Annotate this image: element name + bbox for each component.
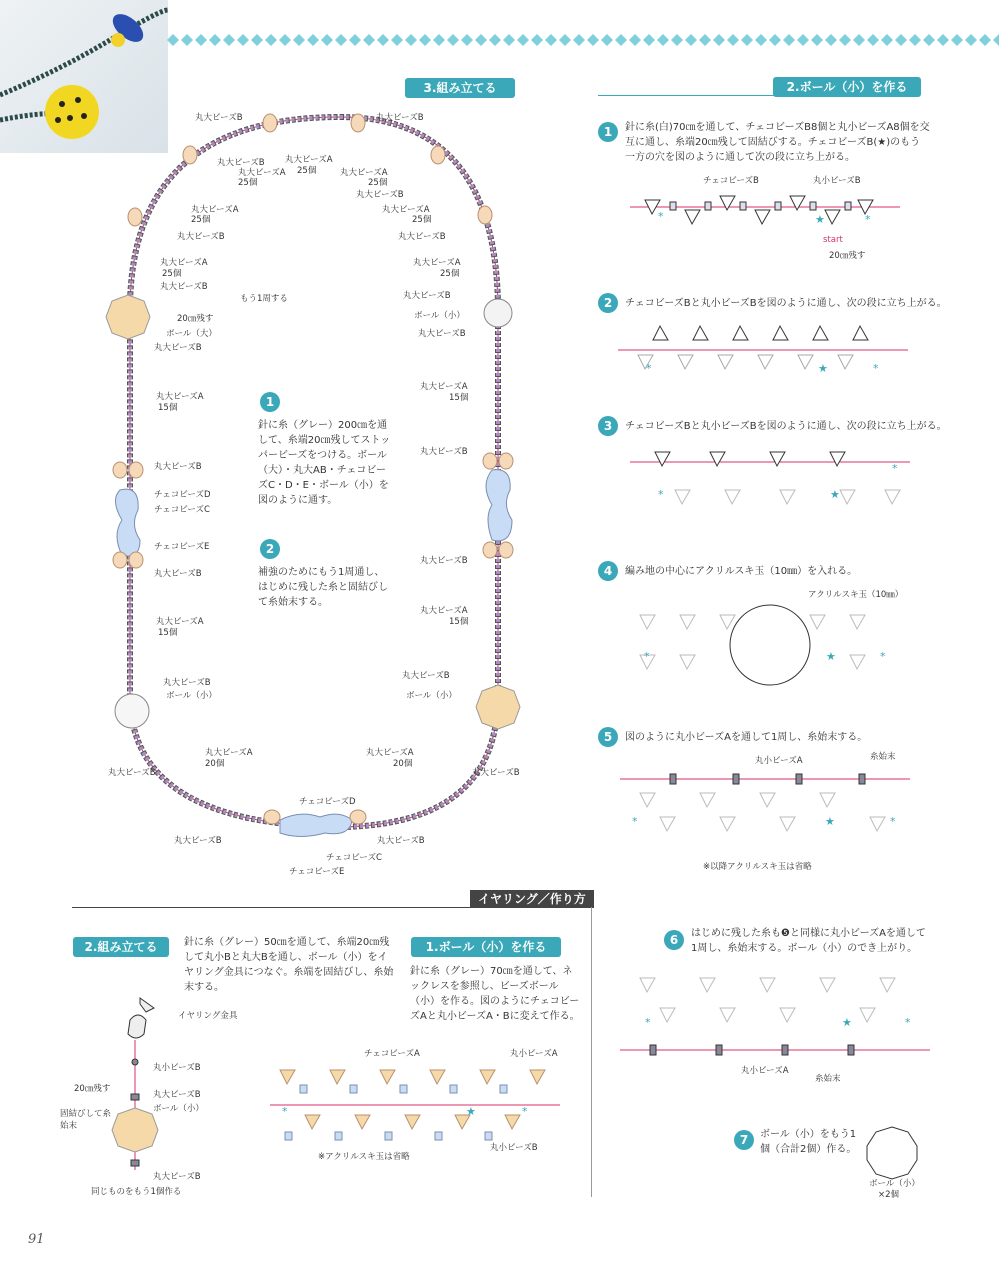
diamond-decoration: [209, 34, 221, 46]
ball-diagram-1: [630, 180, 900, 260]
diamond-decoration: [853, 34, 865, 46]
label-itoshimatsu: 糸始末: [870, 752, 896, 762]
diamond-decoration: [769, 34, 781, 46]
label-times2: ×2個: [878, 1190, 900, 1200]
ball-step-5-text: 図のように丸小ビーズAを通して1周し、糸始末する。: [625, 732, 868, 743]
earring-fitting: [128, 998, 154, 1038]
diamond-decoration: [965, 34, 977, 46]
earring-ball-text: 針に糸（グレー）70㎝を通して、ネックレスを参照し、ビーズボール（小）を作る。図のようにチェコビーズAと丸小ビーズA・Bに変えて作る。: [410, 966, 580, 1022]
ball-small-left: [115, 694, 149, 728]
label-marudai-b: 丸大ビーズB: [154, 569, 202, 579]
label-marudai-b: 丸大ビーズB: [153, 1172, 201, 1182]
label-czech-e: チェコビーズE: [154, 542, 210, 552]
label-marudai-b: 丸大ビーズB: [403, 291, 451, 301]
earring-ball-diagram: [270, 1060, 560, 1145]
label-marudai-b: 丸大ビーズB: [217, 158, 265, 168]
label-czech-d: チェコビーズD: [154, 490, 211, 500]
diamond-decoration: [503, 34, 515, 46]
label-once-more: もう1周する: [240, 294, 288, 304]
ball-diagram-4: [630, 600, 910, 690]
diamond-decoration: [951, 34, 963, 46]
czech-c-bottom: [280, 814, 352, 836]
label-count: 20個: [205, 759, 225, 769]
diamond-decoration: [405, 34, 417, 46]
label-ball-small: ボール（小）: [414, 311, 465, 321]
diamond-decoration: [419, 34, 431, 46]
svg-text:★: ★: [825, 815, 835, 828]
ball-step-2-badge: 2: [598, 293, 618, 313]
diamond-decoration: [615, 34, 627, 46]
diamond-decoration: [181, 34, 193, 46]
label-marudai-b: 丸大ビーズB: [398, 232, 446, 242]
svg-text:★: ★: [466, 1105, 476, 1118]
diamond-decoration: [797, 34, 809, 46]
ball-step-7-badge: 7: [734, 1130, 754, 1150]
diamond-decoration: [713, 34, 725, 46]
diamond-decoration: [923, 34, 935, 46]
ball-diagram-2: [618, 320, 908, 390]
label-ball-small: ボール（小）: [166, 691, 217, 701]
diamond-decoration: [321, 34, 333, 46]
assemble-header: 3.組み立てる: [405, 78, 515, 98]
ball-step-3-text: チェコビーズBと丸小ビーズBを図のように通し、次の段に立ち上がる。: [625, 421, 947, 432]
label-marudai-b: 丸大ビーズB: [376, 113, 424, 123]
label-marudai-a: 丸大ビーズA: [160, 258, 208, 268]
diamond-decoration: [839, 34, 851, 46]
ball-diagram-5: [620, 765, 910, 845]
page-number: 91: [28, 1232, 45, 1247]
label-czech-a: チェコビーズA: [364, 1049, 420, 1059]
svg-text:*: *: [522, 1105, 528, 1118]
ball-step-7-text: ボール（小）をもう1個（合計2個）作る。: [760, 1129, 857, 1155]
diamond-decoration: [433, 34, 445, 46]
diamond-decoration: [601, 34, 613, 46]
label-marudai-b: 丸大ビーズB: [402, 671, 450, 681]
earring-section-header: イヤリング／作り方: [470, 890, 594, 908]
svg-text:*: *: [632, 815, 638, 828]
label-maru-b: 丸小ビーズB: [490, 1143, 538, 1153]
diamond-decoration: [447, 34, 459, 46]
diamond-decoration: [167, 34, 179, 46]
label-marudai-b: 丸大ビーズB: [153, 1090, 201, 1100]
label-count: 15個: [449, 617, 469, 627]
svg-text:*: *: [890, 815, 896, 828]
svg-text:*: *: [645, 1016, 651, 1029]
label-marudai-a: 丸大ビーズA: [205, 748, 253, 758]
label-marudai-a: 丸大ビーズA: [382, 205, 430, 215]
label-marudai-a: 丸大ビーズA: [413, 258, 461, 268]
label-repeat: 同じものをもう1個作る: [91, 1187, 182, 1197]
label-marudai-b: 丸大ビーズB: [154, 343, 202, 353]
ball-step-4-badge: 4: [598, 561, 618, 581]
label-count: 25個: [412, 215, 432, 225]
label-czech-c: チェコビーズC: [326, 853, 382, 863]
label-start: start: [823, 235, 843, 245]
diamond-decoration: [349, 34, 361, 46]
diamond-decoration: [377, 34, 389, 46]
ball-small: [484, 299, 512, 327]
ball-large: [106, 295, 150, 339]
diamond-decoration: [475, 34, 487, 46]
ball-step-1-text: 針に糸(白)70㎝を通して、チェコビーズB8個と丸小ビーズA8個を交互に通し、糸端20㎝残して固結びする。チェコビーズB(★)のもう一方の穴を図のように通して次の段に立ち上がる。: [625, 122, 930, 163]
svg-text:*: *: [646, 362, 652, 375]
diamond-border-decoration: [165, 34, 999, 46]
label-czech-e: チェコビーズE: [289, 867, 345, 877]
step-2-badge: 2: [260, 539, 280, 559]
diamond-decoration: [573, 34, 585, 46]
label-maru-b: 丸小ビーズB: [813, 176, 861, 186]
ball-step-2-text: チェコビーズBと丸小ビーズBを図のように通し、次の段に立ち上がる。: [625, 298, 947, 309]
diamond-decoration: [909, 34, 921, 46]
svg-text:★: ★: [818, 362, 828, 375]
diamond-decoration: [979, 34, 991, 46]
diamond-decoration: [335, 34, 347, 46]
earring-assemble-header: 2.組み立てる: [73, 937, 169, 957]
ball-step-5-badge: 5: [598, 727, 618, 747]
ball-step-4-text: 編み地の中心にアクリルスキ玉（10㎜）を入れる。: [625, 566, 858, 577]
diamond-decoration: [307, 34, 319, 46]
label-ball-large: ボール（大）: [166, 329, 217, 339]
step-1-badge: 1: [260, 392, 280, 412]
label-count: 25個: [191, 215, 211, 225]
label-marudai-b: 丸大ビーズB: [472, 768, 520, 778]
label-count: 15個: [158, 628, 178, 638]
ball-step-6-text: はじめに残した糸も❺と同様に丸小ビーズAを通して1周し、糸始末する。ボール（小）のでき上がり。: [691, 928, 926, 954]
assemble-step-2-text: 補強のためにもう1周通し、はじめに残した糸と固結びして糸始末する。: [258, 567, 388, 608]
diamond-decoration: [783, 34, 795, 46]
diamond-decoration: [251, 34, 263, 46]
label-count: 25個: [162, 269, 182, 279]
label-marudai-a: 丸大ビーズA: [285, 155, 333, 165]
omit-note: ※アクリルスキ玉は省略: [318, 1152, 410, 1162]
label-remain: 20㎝残す: [177, 314, 214, 324]
label-fitting: イヤリング金具: [178, 1011, 238, 1021]
label-marudai-b: 丸大ビーズB: [195, 113, 243, 123]
label-marudai-a: 丸大ビーズA: [340, 168, 388, 178]
label-marudai-b: 丸大ビーズB: [420, 447, 468, 457]
diamond-decoration: [685, 34, 697, 46]
label-count: 15個: [158, 403, 178, 413]
diamond-decoration: [517, 34, 529, 46]
label-ball-small: ボール（小）: [406, 691, 457, 701]
diamond-decoration: [461, 34, 473, 46]
label-marudai-a: 丸大ビーズA: [366, 748, 414, 758]
label-marudai-b: 丸大ビーズB: [356, 190, 404, 200]
label-count: 25個: [238, 178, 258, 188]
label-count: 15個: [449, 393, 469, 403]
label-ball-small: ボール（小）: [153, 1104, 204, 1114]
label-marudai-b: 丸大ビーズB: [163, 678, 211, 688]
diamond-decoration: [531, 34, 543, 46]
earring-side-rule: [591, 907, 592, 1197]
svg-text:*: *: [658, 488, 664, 501]
label-maru-a: 丸小ビーズA: [755, 756, 803, 766]
diamond-decoration: [895, 34, 907, 46]
czech-c-right: [486, 470, 512, 541]
svg-text:*: *: [873, 362, 879, 375]
label-marudai-b: 丸大ビーズB: [108, 768, 156, 778]
label-count: 20個: [393, 759, 413, 769]
label-remain: 20㎝残す: [74, 1084, 111, 1094]
diamond-decoration: [825, 34, 837, 46]
diamond-decoration: [293, 34, 305, 46]
label-czech-d: チェコビーズD: [299, 797, 356, 807]
diamond-decoration: [279, 34, 291, 46]
label-maru-a: 丸小ビーズA: [510, 1049, 558, 1059]
ball-large-right: [476, 685, 520, 729]
diamond-decoration: [881, 34, 893, 46]
label-marudai-a: 丸大ビーズA: [156, 392, 204, 402]
label-marudai-b: 丸大ビーズB: [154, 462, 202, 472]
diamond-decoration: [755, 34, 767, 46]
ball-step-1-badge: 1: [598, 122, 618, 142]
label-marudai-b: 丸大ビーズB: [160, 282, 208, 292]
assemble-step-1-text: 針に糸（グレー）200㎝を通して、糸端20㎝残してストッパービーズをつける。ボール（大）・丸大AB・チェコビーズC・D・E・ボール（小）を図のように通す。: [258, 420, 391, 506]
diamond-decoration: [489, 34, 501, 46]
acrylic-bead: [730, 605, 810, 685]
label-count: 25個: [440, 269, 460, 279]
label-maru-b: 丸小ビーズB: [153, 1063, 201, 1073]
label-marudai-b: 丸大ビーズB: [174, 836, 222, 846]
diamond-decoration: [671, 34, 683, 46]
ball-step-6-badge: 6: [664, 930, 684, 950]
diamond-decoration: [699, 34, 711, 46]
diamond-decoration: [657, 34, 669, 46]
diamond-decoration: [363, 34, 375, 46]
label-marudai-a: 丸大ビーズA: [156, 617, 204, 627]
ball-diagram-3: [630, 440, 910, 520]
diamond-decoration: [391, 34, 403, 46]
diamond-decoration: [237, 34, 249, 46]
label-marudai-a: 丸大ビーズA: [420, 382, 468, 392]
svg-text:★: ★: [826, 650, 836, 663]
earring-assemble-text: 針に糸（グレー）50㎝を通して、糸端20㎝残して丸小Bと丸大Bを通し、ボール（小）をイヤリング金具につなぐ。糸端を固結びし、糸始末する。: [184, 937, 394, 993]
diamond-decoration: [265, 34, 277, 46]
label-marudai-a: 丸大ビーズA: [420, 606, 468, 616]
diamond-decoration: [223, 34, 235, 46]
diamond-decoration: [545, 34, 557, 46]
omit-note: ※以降アクリルスキ玉は省略: [703, 862, 812, 872]
diamond-decoration: [811, 34, 823, 46]
label-marudai-b: 丸大ビーズB: [377, 836, 425, 846]
svg-text:★: ★: [830, 488, 840, 501]
svg-text:*: *: [880, 650, 886, 663]
diamond-decoration: [727, 34, 739, 46]
label-czech-c: チェコビーズC: [154, 505, 210, 515]
diamond-decoration: [643, 34, 655, 46]
label-marudai-b: 丸大ビーズB: [418, 329, 466, 339]
label-knot: 固結びして糸始末: [60, 1109, 112, 1131]
svg-text:*: *: [865, 213, 871, 226]
earring-diagram: [100, 990, 170, 1180]
label-marudai-a: 丸大ビーズA: [238, 168, 286, 178]
label-czech-b: チェコビーズB: [703, 176, 759, 186]
diamond-decoration: [741, 34, 753, 46]
label-marudai-b: 丸大ビーズB: [420, 556, 468, 566]
ball-diagram-6: [620, 968, 930, 1068]
label-count: 25個: [368, 178, 388, 188]
svg-text:★: ★: [815, 213, 825, 226]
diamond-decoration: [993, 34, 999, 46]
svg-text:*: *: [892, 462, 898, 475]
diamond-decoration: [587, 34, 599, 46]
label-remain: 20㎝残す: [829, 251, 866, 261]
earring-ball-small: [112, 1108, 158, 1152]
label-itoshimatsu: 糸始末: [815, 1074, 841, 1084]
ball-small-header: 2.ボール（小）を作る: [773, 77, 921, 97]
svg-text:*: *: [644, 650, 650, 663]
label-count: 25個: [297, 166, 317, 176]
svg-text:★: ★: [842, 1016, 852, 1029]
label-marudai-a: 丸大ビーズA: [191, 205, 239, 215]
label-maru-a: 丸小ビーズA: [741, 1066, 789, 1076]
diamond-decoration: [937, 34, 949, 46]
diamond-decoration: [195, 34, 207, 46]
label-marudai-b: 丸大ビーズB: [177, 232, 225, 242]
label-ball-small: ボール（小）: [869, 1179, 920, 1189]
svg-text:*: *: [282, 1105, 288, 1118]
svg-text:*: *: [658, 210, 664, 223]
diamond-decoration: [629, 34, 641, 46]
earring-ball-header: 1.ボール（小）を作る: [411, 937, 561, 957]
svg-text:*: *: [905, 1016, 911, 1029]
diamond-decoration: [559, 34, 571, 46]
ball-small-illustration: [864, 1125, 920, 1181]
diamond-decoration: [867, 34, 879, 46]
ball-step-3-badge: 3: [598, 416, 618, 436]
czech-c-left: [115, 489, 140, 556]
label-acrylic: アクリルスキ玉（10㎜）: [808, 590, 904, 600]
